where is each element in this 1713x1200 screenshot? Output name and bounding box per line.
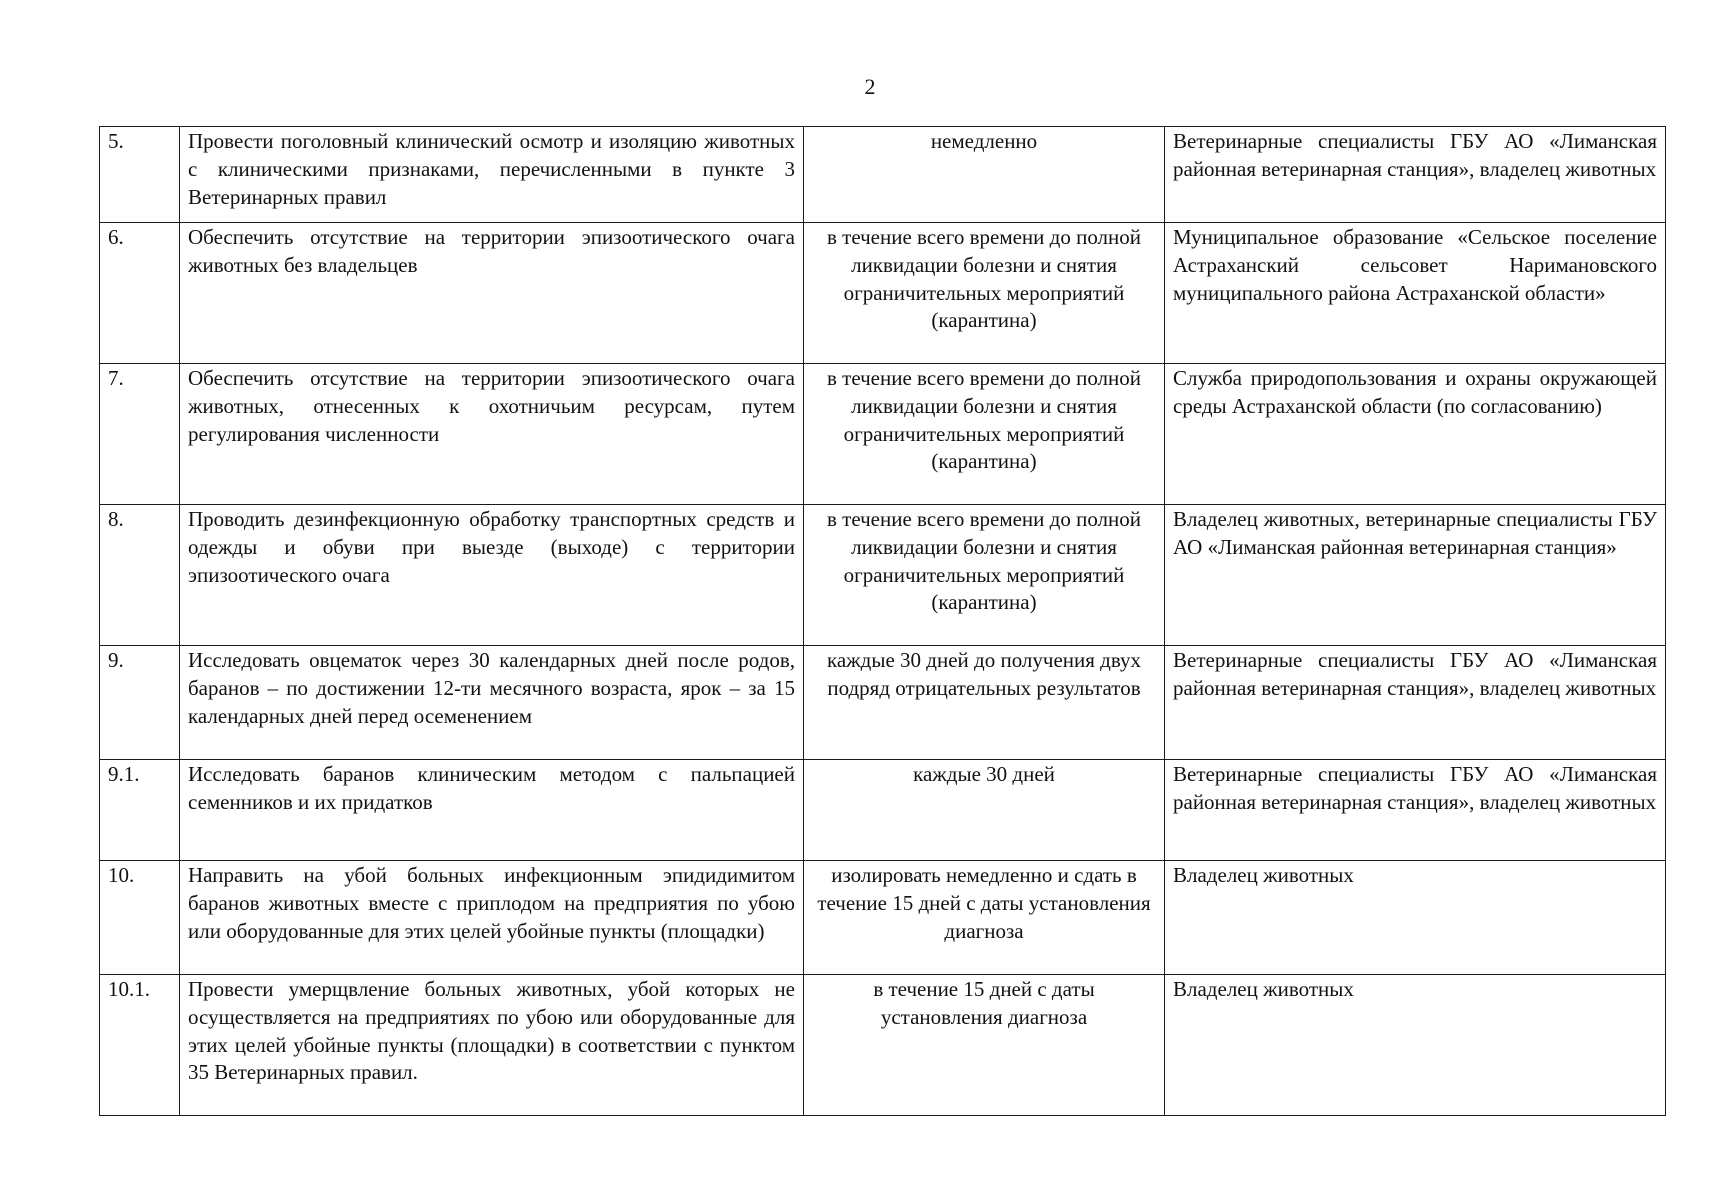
task-cell: Провести поголовный клинический осмотр и изоляцию животных с клиническими признаками, перечисленными в пункте 3 Ветеринарных правил [180,127,804,223]
table-row [100,223,1666,364]
table-row [100,861,1666,975]
responsible-cell: Владелец животных [1165,861,1666,975]
table-row [100,975,1666,1116]
row-number: 10. [100,861,180,975]
row-number: 7. [100,364,180,505]
task-cell: Исследовать баранов клиническим методом с пальпацией семенников и их придатков [180,760,804,861]
term-cell: каждые 30 дней до получения двух подряд отрицательных результатов [804,646,1165,760]
table-row [100,505,1666,646]
term-cell: в течение всего времени до полной ликвидации болезни и снятия ограничительных мероприятий (карантина) [804,364,1165,505]
row-number: 10.1. [100,975,180,1116]
term-cell: немедленно [804,127,1165,223]
responsible-cell: Муниципальное образование «Сельское поселение Астраханский сельсовет Наримановского муниципального района Астраханской области» [1165,223,1666,364]
row-number: 6. [100,223,180,364]
task-cell: Обеспечить отсутствие на территории эпизоотического очага животных без владельцев [180,223,804,364]
responsible-cell: Служба природопользования и охраны окружающей среды Астраханской области (по согласованию) [1165,364,1666,505]
term-cell: в течение всего времени до полной ликвидации болезни и снятия ограничительных мероприятий (карантина) [804,505,1165,646]
term-cell: каждые 30 дней [804,760,1165,861]
row-number: 5. [100,127,180,223]
task-cell: Направить на убой больных инфекционным эпидидимитом баранов животных вместе с приплодом на предприятия по убою или оборудованные для этих целей убойные пункты (площадки) [180,861,804,975]
responsible-cell: Владелец животных [1165,975,1666,1116]
term-cell: изолировать немедленно и сдать в течение 15 дней с даты установления диагноза [804,861,1165,975]
task-cell: Исследовать овцематок через 30 календарных дней после родов, баранов – по достижении 12-ти месячного возраста, ярок – за 15 календарных дней перед осеменением [180,646,804,760]
responsible-cell: Ветеринарные специалисты ГБУ АО «Лиманская районная ветеринарная станция», владелец животных [1165,127,1666,223]
page-number: 2 [864,74,876,99]
responsible-cell: Ветеринарные специалисты ГБУ АО «Лиманская районная ветеринарная станция», владелец животных [1165,760,1666,861]
term-cell: в течение 15 дней с даты установления диагноза [804,975,1165,1116]
table-row [100,760,1666,861]
task-cell: Провести умерщвление больных животных, убой которых не осуществляется на предприятиях по убою или оборудованные для этих целей убойные пункты (площадки) в соответствии с пунктом 35 Ветеринарных правил. [180,975,804,1116]
task-cell: Обеспечить отсутствие на территории эпизоотического очага животных, отнесенных к охотничьим ресурсам, путем регулирования численности [180,364,804,505]
row-number: 8. [100,505,180,646]
table-row [100,127,1666,223]
responsible-cell: Владелец животных, ветеринарные специалисты ГБУ АО «Лиманская районная ветеринарная станция» [1165,505,1666,646]
responsible-cell: Ветеринарные специалисты ГБУ АО «Лиманская районная ветеринарная станция», владелец животных [1165,646,1666,760]
task-cell: Проводить дезинфекционную обработку транспортных средств и одежды и обуви при выезде (выходе) с территории эпизоотического очага [180,505,804,646]
term-cell: в течение всего времени до полной ликвидации болезни и снятия ограничительных мероприятий (карантина) [804,223,1165,364]
row-number: 9. [100,646,180,760]
row-number: 9.1. [100,760,180,861]
table-row [100,364,1666,505]
measures-table [99,126,1666,1116]
table-row [100,646,1666,760]
